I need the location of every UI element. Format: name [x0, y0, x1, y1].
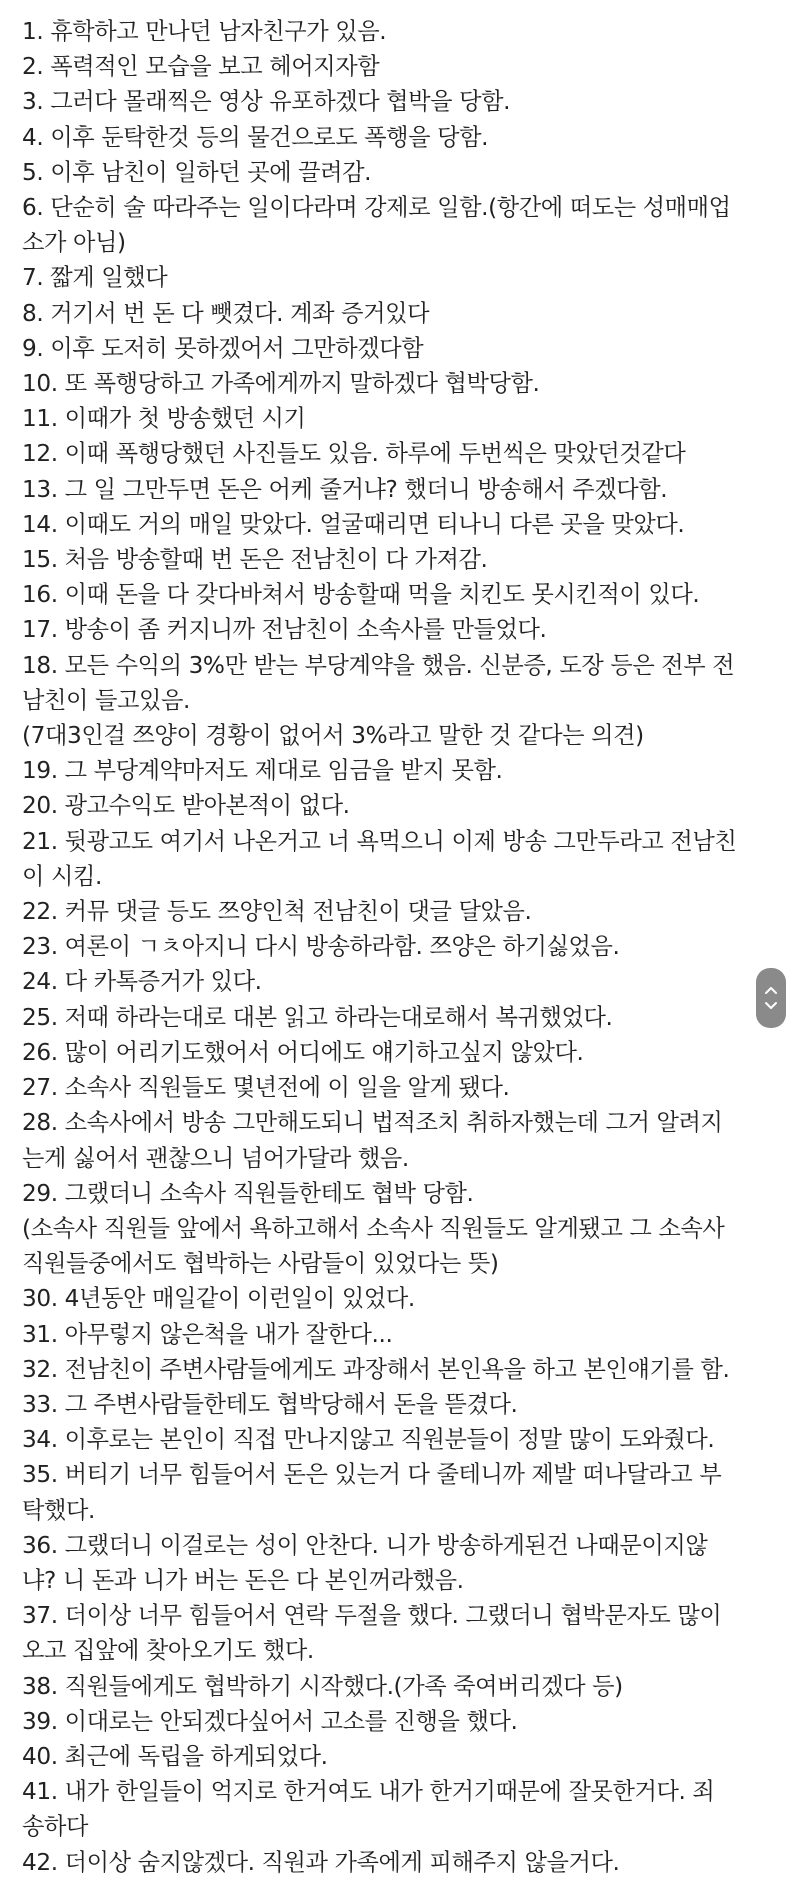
text-line: 19. 그 부당계약마저도 제대로 임금을 받지 못함. — [22, 757, 503, 785]
text-line: 는게 싫어서 괜찮으니 넘어가달라 했음. — [22, 1144, 409, 1172]
text-line: 40. 최근에 독립을 하게되었다. — [22, 1742, 328, 1770]
text-line: 41. 내가 한일들이 억지로 한거여도 내가 한거기때문에 잘못한거다. 죄 — [22, 1778, 715, 1806]
text-line: 3. 그러다 몰래찍은 영상 유포하겠다 협박을 당함. — [22, 88, 511, 116]
text-line: 남친이 들고있음. — [22, 686, 190, 714]
text-line: 오고 집앞에 찾아오기도 했다. — [22, 1637, 314, 1665]
text-line: 15. 처음 방송할때 번 돈은 전남친이 다 가져감. — [22, 546, 488, 574]
text-line: 10. 또 폭행당하고 가족에게까지 말하겠다 협박당함. — [22, 370, 540, 398]
text-line: 송하다 — [22, 1813, 88, 1841]
text-line: 36. 그랬더니 이걸로는 성이 안찬다. 니가 방송하게된건 나때문이지않 — [22, 1531, 708, 1559]
text-line: 직원들중에서도 협박하는 사람들이 있었다는 뜻) — [22, 1250, 499, 1278]
chevron-down-icon[interactable] — [764, 1001, 778, 1011]
text-body — [22, 14, 782, 1880]
text-line: 14. 이때도 거의 매일 맞았다. 얼굴때리면 티나니 다른 곳을 맞았다. — [22, 510, 685, 538]
text-line: 냐? 니 돈과 니가 버는 돈은 다 본인꺼라했음. — [22, 1566, 464, 1594]
text-line: 17. 방송이 좀 커지니까 전남친이 소속사를 만들었다. — [22, 616, 547, 644]
text-line: 18. 모든 수익의 3%만 받는 부당계약을 했음. 신분증, 도장 등은 전부 전 — [22, 651, 735, 679]
text-line: (소속사 직원들 앞에서 욕하고해서 소속사 직원들도 알게됐고 그 소속사 — [22, 1214, 725, 1242]
text-line: (7대3인걸 쯔양이 경황이 없어서 3%라고 말한 것 같다는 의견) — [22, 722, 644, 750]
text-line: 28. 소속사에서 방송 그만해도되니 법적조치 취하자했는데 그거 알려지 — [22, 1109, 723, 1137]
text-line: 9. 이후 도저히 못하겠어서 그만하겠다함 — [22, 334, 424, 362]
text-line: 37. 더이상 너무 힘들어서 연락 두절을 했다. 그랬더니 협박문자도 많이 — [22, 1602, 722, 1630]
text-line: 7. 짧게 일했다 — [22, 264, 168, 292]
text-line: 이 시킴. — [22, 862, 102, 890]
text-line: 6. 단순히 술 따라주는 일이다라며 강제로 일함.(항간에 떠도는 성매매업 — [22, 194, 731, 222]
text-line: 30. 4년동안 매일같이 이런일이 있었다. — [22, 1285, 415, 1313]
text-line: 탁했다. — [22, 1496, 95, 1524]
text-line: 33. 그 주변사람들한테도 협박당해서 돈을 뜯겼다. — [22, 1390, 518, 1418]
text-line: 4. 이후 둔탁한것 등의 물건으로도 폭행을 당함. — [22, 123, 489, 151]
text-line: 32. 전남친이 주변사람들에게도 과장해서 본인욕을 하고 본인얘기를 함. — [22, 1355, 730, 1383]
text-line: 34. 이후로는 본인이 직접 만나지않고 직원분들이 정말 많이 도와줬다. — [22, 1426, 715, 1454]
text-line: 38. 직원들에게도 협박하기 시작했다.(가족 죽여버리겠다 등) — [22, 1672, 623, 1700]
text-line: 29. 그랬더니 소속사 직원들한테도 협박 당함. — [22, 1179, 474, 1207]
text-line: 20. 광고수익도 받아본적이 없다. — [22, 792, 350, 820]
scroll-widget[interactable] — [756, 968, 786, 1028]
text-line: 24. 다 카톡증거가 있다. — [22, 968, 262, 996]
text-line: 39. 이대로는 안되겠다싶어서 고소를 진행을 했다. — [22, 1707, 518, 1735]
text-line: 8. 거기서 번 돈 다 뺏겼다. 계좌 증거있다 — [22, 299, 430, 327]
text-line: 22. 커뮤 댓글 등도 쯔양인척 전남친이 댓글 달았음. — [22, 898, 532, 926]
text-line: 1. 휴학하고 만나던 남자친구가 있음. — [22, 18, 387, 45]
text-line: 25. 저때 하라는대로 대본 읽고 하라는대로해서 복귀했었다. — [22, 1003, 613, 1031]
text-line: 소가 아님) — [22, 229, 126, 257]
text-line: 27. 소속사 직원들도 몇년전에 이 일을 알게 됐다. — [22, 1074, 510, 1102]
text-line: 26. 많이 어리기도했어서 어디에도 얘기하고싶지 않았다. — [22, 1038, 584, 1066]
text-line: 12. 이때 폭행당했던 사진들도 있음. 하루에 두번씩은 맞았던것같다 — [22, 440, 686, 468]
text-line: 23. 여론이 ㄱㅊ아지니 다시 방송하라함. 쯔양은 하기싫었음. — [22, 933, 620, 961]
text-line: 5. 이후 남친이 일하던 곳에 끌려감. — [22, 158, 372, 186]
text-line: 21. 뒷광고도 여기서 나온거고 너 욕먹으니 이제 방송 그만두라고 전남친 — [22, 827, 737, 855]
text-line: 35. 버티기 너무 힘들어서 돈은 있는거 다 줄테니까 제발 떠나달라고 부 — [22, 1461, 722, 1489]
text-line: 42. 더이상 숨지않겠다. 직원과 가족에게 피해주지 않을거다. — [22, 1848, 620, 1876]
text-line: 16. 이때 돈을 다 갖다바쳐서 방송할때 먹을 치킨도 못시킨적이 있다. — [22, 581, 700, 609]
chevron-up-icon[interactable] — [764, 985, 778, 995]
text-line: 11. 이때가 첫 방송했던 시기 — [22, 405, 306, 433]
text-line: 13. 그 일 그만두면 돈은 어케 줄거냐? 했더니 방송해서 주겠다함. — [22, 475, 668, 503]
text-line: 2. 폭력적인 모습을 보고 헤어지자함 — [22, 53, 380, 81]
text-line: 31. 아무렇지 않은척을 내가 잘한다... — [22, 1320, 393, 1348]
